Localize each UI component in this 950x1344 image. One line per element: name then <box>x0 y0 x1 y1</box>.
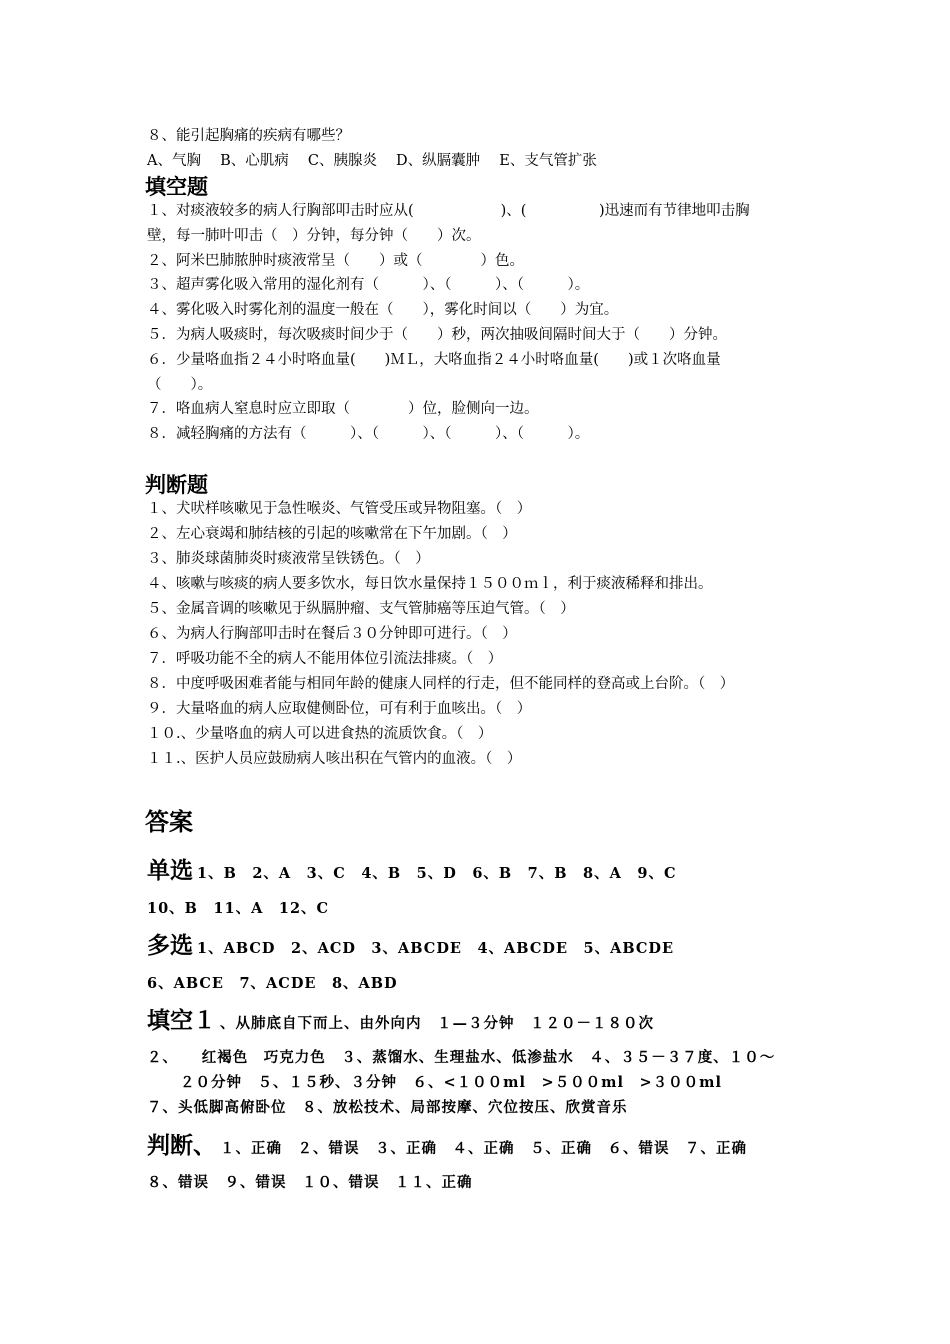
answers-judge-label: 判断、 <box>147 1132 216 1159</box>
answers-multi-values: 1、ABCD 2、ACD 3、ABCDE 4、ABCDE 5、ABCDE <box>197 940 675 957</box>
answers-fill-values: 、从肺底自下而上、由外向内 １—３分钟 １２０－１８０次 <box>220 1015 654 1032</box>
judge-section-title: 判断题 <box>145 472 208 497</box>
answers-judge-values: １、正确 ２、错误 ３、正确 ４、正确 ５、正确 ６、错误 ７、正确 <box>220 1140 747 1157</box>
judge-item: １０.、少量咯血的病人可以进食热的流质饮食。（ ） <box>147 726 493 742</box>
answers-multi-line-2: 6、ABCE 7、ACDE 8、ABD <box>147 975 398 992</box>
answers-judge-line-2: ８、错误 ９、错误 １０、错误 １１、正确 <box>147 1174 473 1191</box>
mc-question-8: ８、能引起胸痛的疾病有哪些？ <box>147 128 350 144</box>
fill-question-8: ８．减轻胸痛的方法有（ ）、（ ）、（ ）、（ ）。 <box>147 426 590 442</box>
fill-question-5: ５．为病人吸痰时，每次吸痰时间少于（ ）秒，两次抽吸间隔时间大于（ ）分钟。 <box>147 327 727 343</box>
answers-single-line-1 <box>147 857 677 885</box>
judge-item: １１.、医护人员应鼓励病人咳出积在气管内的血液。（ ） <box>147 751 522 767</box>
answers-fill-line-2: ２、 红褐色 巧克力色 ３、蒸馏水、生理盐水、低渗盐水 ４、３５－３７度、１０～ <box>147 1049 776 1066</box>
judge-item: ２、左心衰竭和肺结核的引起的咳嗽常在下午加剧。（ ） <box>147 526 517 542</box>
judge-item: ８．中度呼吸困难者能与相同年龄的健康人同样的行走，但不能同样的登高或上台阶。（ ） <box>147 676 735 692</box>
fill-question-6a: ６．少量咯血指２４小时咯血量( )ＭＬ，大咯血指２４小时咯血量( )或１次咯血量 <box>147 352 721 368</box>
judge-item: ６、为病人行胸部叩击时在餐后３０分钟即可进行。（ ） <box>147 626 517 642</box>
fill-question-6b: （ ）。 <box>147 377 213 393</box>
judge-item: ９．大量咯血的病人应取健侧卧位，可有利于血咳出。（ ） <box>147 701 532 717</box>
fill-question-1b: 壁，每一肺叶叩击（ ）分钟，每分钟（ ）次。 <box>147 228 481 244</box>
fill-section-title: 填空题 <box>145 174 208 199</box>
mc-question-8-options: A、气胸 B、心肌病 C、胰腺炎 D、纵膈囊肿 E、支气管扩张 <box>147 153 597 169</box>
answers-fill-line-4: ７、头低脚高俯卧位 ８、放松技术、局部按摩、穴位按压、欣赏音乐 <box>147 1099 628 1116</box>
judge-item: １、犬吠样咳嗽见于急性喉炎、气管受压或异物阻塞。（ ） <box>147 501 532 517</box>
judge-item: ７．呼吸功能不全的病人不能用体位引流法排痰。（ ） <box>147 651 503 667</box>
judge-item: ４、咳嗽与咳痰的病人要多饮水，每日饮水量保持１５００ｍｌ，利于痰液稀释和排出。 <box>147 576 713 592</box>
fill-question-2: ２、阿米巴肺脓肿时痰液常呈（ ）或（ ）色。 <box>147 253 524 269</box>
fill-question-7: ７．咯血病人窒息时应立即取（ ）位，脸侧向一边。 <box>147 401 539 417</box>
answers-multi-line-1 <box>147 932 675 960</box>
answers-title: 答案 <box>145 807 193 836</box>
answers-judge-line-1 <box>147 1132 747 1160</box>
judge-item: ３、肺炎球菌肺炎时痰液常呈铁锈色。（ ） <box>147 551 430 567</box>
answers-fill-line-1 <box>147 1007 654 1035</box>
answers-multi-label: 多选 <box>147 932 193 959</box>
judge-item: ５、金属音调的咳嗽见于纵膈肿瘤、支气管肺癌等压迫气管。（ ） <box>147 601 575 617</box>
answers-single-line-2: 10、B 11、A 12、C <box>147 900 330 917</box>
fill-question-1a: １、对痰液较多的病人行胸部叩击时应从( )、( )迅速而有节律地叩击胸 <box>147 203 750 219</box>
answers-single-values: 1、B 2、A 3、C 4、B 5、D 6、B 7、B 8、A 9、C <box>197 865 677 882</box>
fill-question-4: ４、雾化吸入时雾化剂的温度一般在（ ），雾化时间以（ ）为宜。 <box>147 302 619 318</box>
fill-question-3: ３、超声雾化吸入常用的湿化剂有（ ）、（ ）、（ ）。 <box>147 277 590 293</box>
answers-fill-line-3: ２０分钟 ５、１５秒、３分钟 ６、<１００ml >５００ml >３００ml <box>180 1074 722 1091</box>
answers-single-label: 单选 <box>147 857 193 884</box>
answers-fill-label: 填空１ <box>147 1007 216 1034</box>
